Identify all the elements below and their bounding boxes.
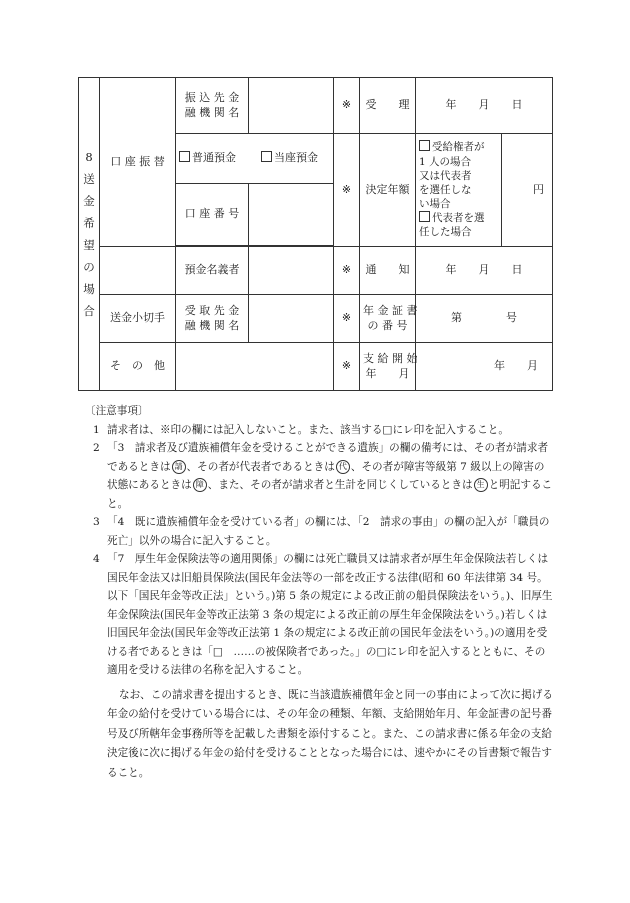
account-type-row [176, 134, 334, 184]
koza-furikae-label: 口 座 振 替 [100, 78, 176, 247]
circled-sei-mark: 生 [474, 478, 488, 492]
shikyu-kaishi-label: 支 給 開 始 年 月 [360, 343, 416, 391]
furikomi-kinyu-field[interactable] [249, 78, 334, 134]
kome-mark: ※ [334, 343, 360, 391]
juri-label: 受 理 [360, 78, 416, 134]
note-text: 「7 厚生年金保険法等の適用関係」の欄には死亡職員又は請求者が厚生年金保険法若しくは国民年金法又は旧船員保険法(国民年金法等の一部を改正する法律(昭和 60 年法律第 34 号。以下「国民年金等改正法」という。)第 5 条の規定による改正前の船員保険法をいう。)、旧厚生年金保険法(国民年金等改正法第 3 条の規定による改正前の厚生年金保険法をいう。)若しくは旧国民年金法(国民年金等改正法第 1 条の規定による改正前の国民年金法をいう。)の適用を受ける者であるときは「□ ……の被保険者であった。」の□にレ印を記入するとともに、その適用を受ける法律の名称を記入すること。 [107, 553, 553, 676]
circled-dai-mark: 代 [336, 460, 350, 474]
note-number: 4 [93, 553, 100, 565]
tsuchi-date: 年 月 日 [416, 247, 553, 295]
nenkin-shosho-number: 第 号 [416, 295, 553, 343]
toza-label: 当座預金 [274, 151, 318, 165]
shikyu-kaishi-date: 年 月 [416, 343, 553, 391]
futsu-checkbox[interactable] [179, 151, 190, 162]
opt2-checkbox[interactable] [419, 211, 430, 222]
remittance-form-table [78, 77, 553, 391]
kome-mark: ※ [334, 247, 360, 295]
sonota-field[interactable] [176, 343, 334, 391]
note-number: 3 [93, 516, 100, 528]
koza-bango-label: 口 座 番 号 [176, 184, 249, 246]
kome-mark: ※ [334, 78, 360, 134]
futsu-label: 普通預金 [192, 151, 236, 165]
note-text-part: 、その者が代表者であるときは [186, 460, 335, 473]
note-text: 「4 既に遺族補償年金を受けている者」の欄には、「2 請求の事由」の欄の記入が「職員の死亡」以外の場合に記入すること。 [107, 516, 550, 547]
note-item [85, 513, 555, 550]
note-text: 請求者は、※印の欄には記入しないこと。また、該当する□にレ印を記入すること。 [107, 423, 509, 436]
toza-checkbox[interactable] [261, 151, 272, 162]
notes-section [85, 402, 555, 783]
nenkin-shosho-label: 年 金 証 書 の 番 号 [360, 295, 416, 343]
juri-date: 年 月 日 [416, 78, 553, 134]
tsuchi-label: 通 知 [360, 247, 416, 295]
note-number: 2 [93, 442, 100, 454]
note-text-part: 「3 請求者及び遺族補償年金を受けることができる遺族」の欄の備考には、その者が請求者であるときは [107, 442, 549, 473]
kettei-gaku-label: 決定年額 [360, 134, 416, 247]
note-number: 1 [93, 423, 100, 436]
opt1-label: 受給権者が 1 人の場合 又は代表者 を選任しな い場合 [419, 141, 485, 211]
note-text-part: 、その者が障害等級第 7 級以上の障害の状態にあるときは [107, 460, 545, 491]
sonota-label: そ の 他 [100, 343, 176, 391]
note-item [85, 439, 555, 513]
yokin-meigi-field[interactable] [249, 247, 334, 295]
notes-header: 〔注意事項〕 [85, 405, 149, 417]
furikomi-kinyu-label: 振 込 先 金 融 機 関 名 [176, 78, 249, 134]
uketori-kinyu-field[interactable] [249, 295, 334, 343]
opt1-checkbox[interactable] [419, 140, 430, 151]
circled-seikyu-mark: 請 [172, 460, 186, 474]
koza-furikae-spacer [100, 247, 176, 295]
kome-mark: ※ [334, 134, 360, 247]
note-item [85, 421, 555, 440]
note-text-part: と明記すること。 [107, 479, 553, 510]
koza-bango-field[interactable] [249, 184, 334, 246]
payment-options [416, 134, 502, 247]
kome-mark: ※ [334, 295, 360, 343]
notes-extra-paragraph: なお、この請求書を提出するとき、既に当該遺族補償年金と同一の事由によって次に掲げる年金の給付を受けている場合には、その年金の種類、年額、支給開始年月、年金証書の記号番号及び所轄年金事務所等を記載した書類を添付すること。また、この請求書に係る年金の支給決定後に次に掲げる年金の給付を受けることとなった場合には、速やかにその旨書類で報告すること。 [107, 688, 553, 779]
note-text-part: 、また、その者が請求者と生計を同じくしているときは [207, 479, 473, 491]
yokin-meigi-label: 預金名義者 [176, 247, 249, 295]
circled-sho-mark: 障 [193, 478, 207, 492]
uketori-kinyu-label: 受 取 先 金 融 機 関 名 [176, 295, 249, 343]
kettei-gaku-yen: 円 [502, 134, 553, 247]
sokin-kogitte-label: 送金小切手 [100, 295, 176, 343]
section-title-8: 8 送 金 希 望 の 場 合 [79, 78, 100, 391]
note-item [85, 550, 555, 680]
opt2-label: 代表者を選 任した場合 [419, 212, 485, 239]
